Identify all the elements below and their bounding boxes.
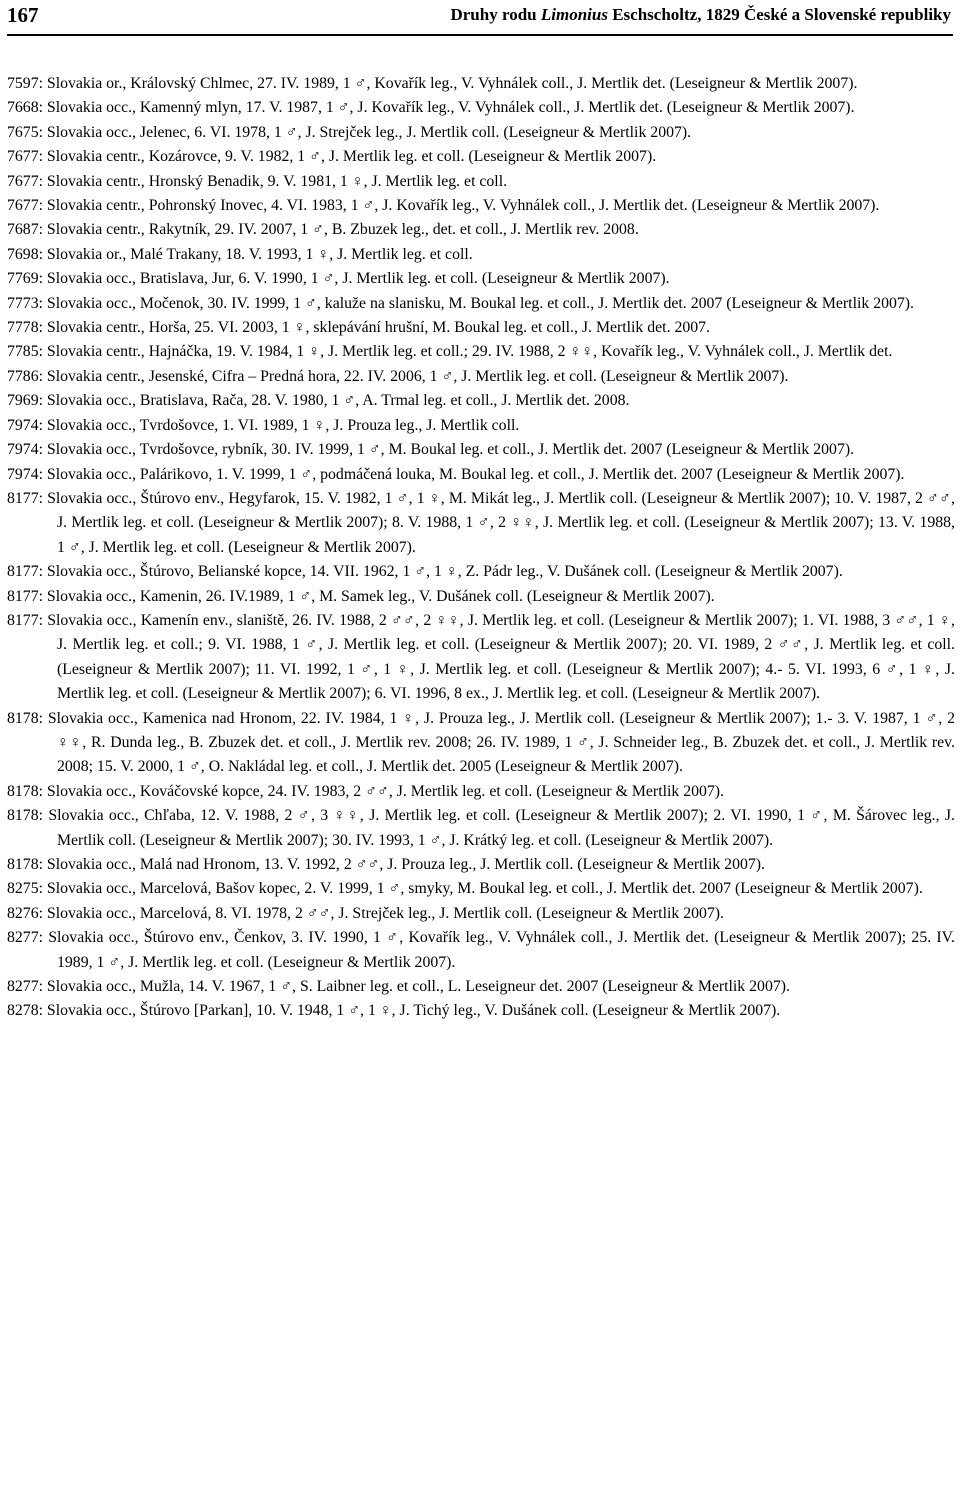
record: 8177: Slovakia occ., Štúrovo, Belianské kopce, 14. VII. 1962, 1 ♂, 1 ♀, Z. Pádr leg., V. Dušánek coll. (Leseigneur & Mertlik 2007). xyxy=(7,563,843,581)
record: 7677: Slovakia centr., Pohronský Inovec, 4. VI. 1983, 1 ♂, J. Kovařík leg., V. Vyhnálek coll., J. Mertlik det. (Leseigneur & Mertlik 2007). xyxy=(7,197,880,215)
record: 8177: Slovakia occ., Štúrovo env., Hegyfarok, 15. V. 1982, 1 ♂, 1 ♀, M. Mikát leg., J. Mertlik coll. (Leseigneur & Mertlik 2007); 10. V. 1987, 2 ♂♂, J. Mertlik leg. et coll. (Leseigneur & Mertlik 2007); 8. V. 1988, 1 ♂, 2 ♀♀, J. Mertlik leg. et coll. (Leseigneur & Mertlik 2007); 13. V. 1988, 1 ♂, J. Mertlik leg. et coll. (Leseigneur & Mertlik 2007). xyxy=(7,489,955,556)
running-title xyxy=(450,5,951,25)
record: 8177: Slovakia occ., Kamenin, 26. IV.1989, 1 ♂, M. Samek leg., V. Dušánek coll. (Leseigneur & Mertlik 2007). xyxy=(7,587,715,605)
record: 7974: Slovakia occ., Tvrdošovce, rybník, 30. IV. 1999, 1 ♂, M. Boukal leg. et coll., J. Mertlik det. 2007 (Leseigneur & Mertlik 2007). xyxy=(7,441,855,459)
record: 8277: Slovakia occ., Mužla, 14. V. 1967, 1 ♂, S. Laibner leg. et coll., L. Leseigneur det. 2007 (Leseigneur & Mertlik 2007). xyxy=(7,978,790,996)
record-list xyxy=(7,72,955,1024)
record: 8178: Slovakia occ., Kováčovské kopce, 24. IV. 1983, 2 ♂♂, J. Mertlik leg. et coll. (Leseigneur & Mertlik 2007). xyxy=(7,782,725,800)
record: 7698: Slovakia or., Malé Trakany, 18. V. 1993, 1 ♀, J. Mertlik leg. et coll. xyxy=(7,245,473,263)
record: 7785: Slovakia centr., Hajnáčka, 19. V. 1984, 1 ♀, J. Mertlik leg. et coll.; 29. IV. 1988, 2 ♀♀, Kovařík leg., V. Vyhnálek coll., J. Mertlik det. xyxy=(7,343,893,361)
record: 8178: Slovakia occ., Kamenica nad Hronom, 22. IV. 1984, 1 ♀, J. Prouza leg., J. Mertlik coll. (Leseigneur & Mertlik 2007); 1.- 3. V. 1987, 1 ♂, 2 ♀♀, R. Dunda leg., B. Zbuzek det. et coll., J. Mertlik rev. 2008; 26. IV. 1989, 1 ♂, J. Schneider leg., B. Zbuzek det. et coll., J. Mertlik rev. 2008; 15. V. 2000, 1 ♂, O. Nakládal leg. et coll., J. Mertlik det. 2005 (Leseigneur & Mertlik 2007). xyxy=(7,709,955,776)
record: 8275: Slovakia occ., Marcelová, Bašov kopec, 2. V. 1999, 1 ♂, smyky, M. Boukal leg. et coll., J. Mertlik det. 2007 (Leseigneur & Mertlik 2007). xyxy=(7,880,923,898)
record: 7677: Slovakia centr., Hronský Benadik, 9. V. 1981, 1 ♀, J. Mertlik leg. et coll. xyxy=(7,172,508,190)
record: 7969: Slovakia occ., Bratislava, Rača, 28. V. 1980, 1 ♂, A. Trmal leg. et coll., J. Mertlik det. 2008. xyxy=(7,392,630,410)
record: 7675: Slovakia occ., Jelenec, 6. VI. 1978, 1 ♂, J. Strejček leg., J. Mertlik coll. (Leseigneur & Mertlik 2007). xyxy=(7,123,692,141)
record: 7687: Slovakia centr., Rakytník, 29. IV. 2007, 1 ♂, B. Zbuzek leg., det. et coll., J. Mertlik rev. 2008. xyxy=(7,221,639,239)
record: 8178: Slovakia occ., Chľaba, 12. V. 1988, 2 ♂, 3 ♀♀, J. Mertlik leg. et coll. (Leseigneur & Mertlik 2007); 2. VI. 1990, 1 ♂, M. Šárovec leg., J. Mertlik coll. (Leseigneur & Mertlik 2007); 30. IV. 1993, 1 ♂, J. Krátký leg. et coll. (Leseigneur & Mertlik 2007). xyxy=(7,807,955,849)
record: 7597: Slovakia or., Královský Chlmec, 27. IV. 1989, 1 ♂, Kovařík leg., V. Vyhnálek coll., J. Mertlik det. (Leseigneur & Mertlik 2007). xyxy=(7,75,858,92)
running-title-genus: Limonius xyxy=(540,5,608,24)
running-title-prefix: Druhy rodu xyxy=(450,5,541,24)
page-number: 167 xyxy=(7,3,39,27)
running-title-suffix: Eschscholtz, 1829 České a Slovenské republiky xyxy=(607,5,951,24)
record: 8276: Slovakia occ., Marcelová, 8. VI. 1978, 2 ♂♂, J. Strejček leg., J. Mertlik coll. (Leseigneur & Mertlik 2007). xyxy=(7,904,724,922)
record: 7668: Slovakia occ., Kamenný mlyn, 17. V. 1987, 1 ♂, J. Kovařík leg., V. Vyhnálek coll., J. Mertlik det. (Leseigneur & Mertlik 2007). xyxy=(7,99,855,117)
record: 8278: Slovakia occ., Štúrovo [Parkan], 10. V. 1948, 1 ♂, 1 ♀, J. Tichý leg., V. Dušánek coll. (Leseigneur & Mertlik 2007). xyxy=(7,1002,781,1020)
record: 7677: Slovakia centr., Kozárovce, 9. V. 1982, 1 ♂, J. Mertlik leg. et coll. (Leseigneur & Mertlik 2007). xyxy=(7,148,657,166)
record: 7778: Slovakia centr., Horša, 25. VI. 2003, 1 ♀, sklepávání hrušní, M. Boukal leg. et coll., J. Mertlik det. 2007. xyxy=(7,319,711,337)
record: 8277: Slovakia occ., Štúrovo env., Čenkov, 3. IV. 1990, 1 ♂, Kovařík leg., V. Vyhnálek coll., J. Mertlik det. (Leseigneur & Mertlik 2007); 25. IV. 1989, 1 ♂, J. Mertlik leg. et coll. (Leseigneur & Mertlik 2007). xyxy=(7,929,955,971)
record: 7974: Slovakia occ., Palárikovo, 1. V. 1999, 1 ♂, podmáčená louka, M. Boukal leg. et coll., J. Mertlik det. 2007 (Leseigneur & Mertlik 2007). xyxy=(7,465,905,483)
record: 8178: Slovakia occ., Malá nad Hronom, 13. V. 1992, 2 ♂♂, J. Prouza leg., J. Mertlik coll. (Leseigneur & Mertlik 2007). xyxy=(7,856,765,873)
record: 8177: Slovakia occ., Kamenín env., slaniště, 26. IV. 1988, 2 ♂♂, 2 ♀♀, J. Mertlik leg. et coll. (Leseigneur & Mertlik 2007); 1. VI. 1988, 3 ♂♂, 1 ♀, J. Mertlik leg. et coll.; 9. VI. 1988, 1 ♂, J. Mertlik leg. et coll. (Leseigneur & Mertlik 2007); 20. VI. 1989, 2 ♂♂, J. Mertlik leg. et coll. (Leseigneur & Mertlik 2007); 11. VI. 1992, 1 ♂, 1 ♀, J. Mertlik leg. et coll. (Leseigneur & Mertlik 2007); 4.- 5. VI. 1993, 6 ♂, 1 ♀, J. Mertlik leg. et coll. (Leseigneur & Mertlik 2007); 6. VI. 1996, 8 ex., J. Mertlik leg. et coll. (Leseigneur & Mertlik 2007). xyxy=(7,611,955,703)
page-header xyxy=(7,0,953,36)
record: 7974: Slovakia occ., Tvrdošovce, 1. VI. 1989, 1 ♀, J. Prouza leg., J. Mertlik coll. xyxy=(7,416,520,434)
record: 7769: Slovakia occ., Bratislava, Jur, 6. V. 1990, 1 ♂, J. Mertlik leg. et coll. (Leseigneur & Mertlik 2007). xyxy=(7,270,670,288)
record: 7786: Slovakia centr., Jesenské, Cifra – Predná hora, 22. IV. 2006, 1 ♂, J. Mertlik leg. et coll. (Leseigneur & Mertlik 2007). xyxy=(7,367,789,385)
record: 7773: Slovakia occ., Močenok, 30. IV. 1999, 1 ♂, kaluže na slanisku, M. Boukal leg. et coll., J. Mertlik det. 2007 (Leseigneur & Mertlik 2007). xyxy=(7,294,914,312)
